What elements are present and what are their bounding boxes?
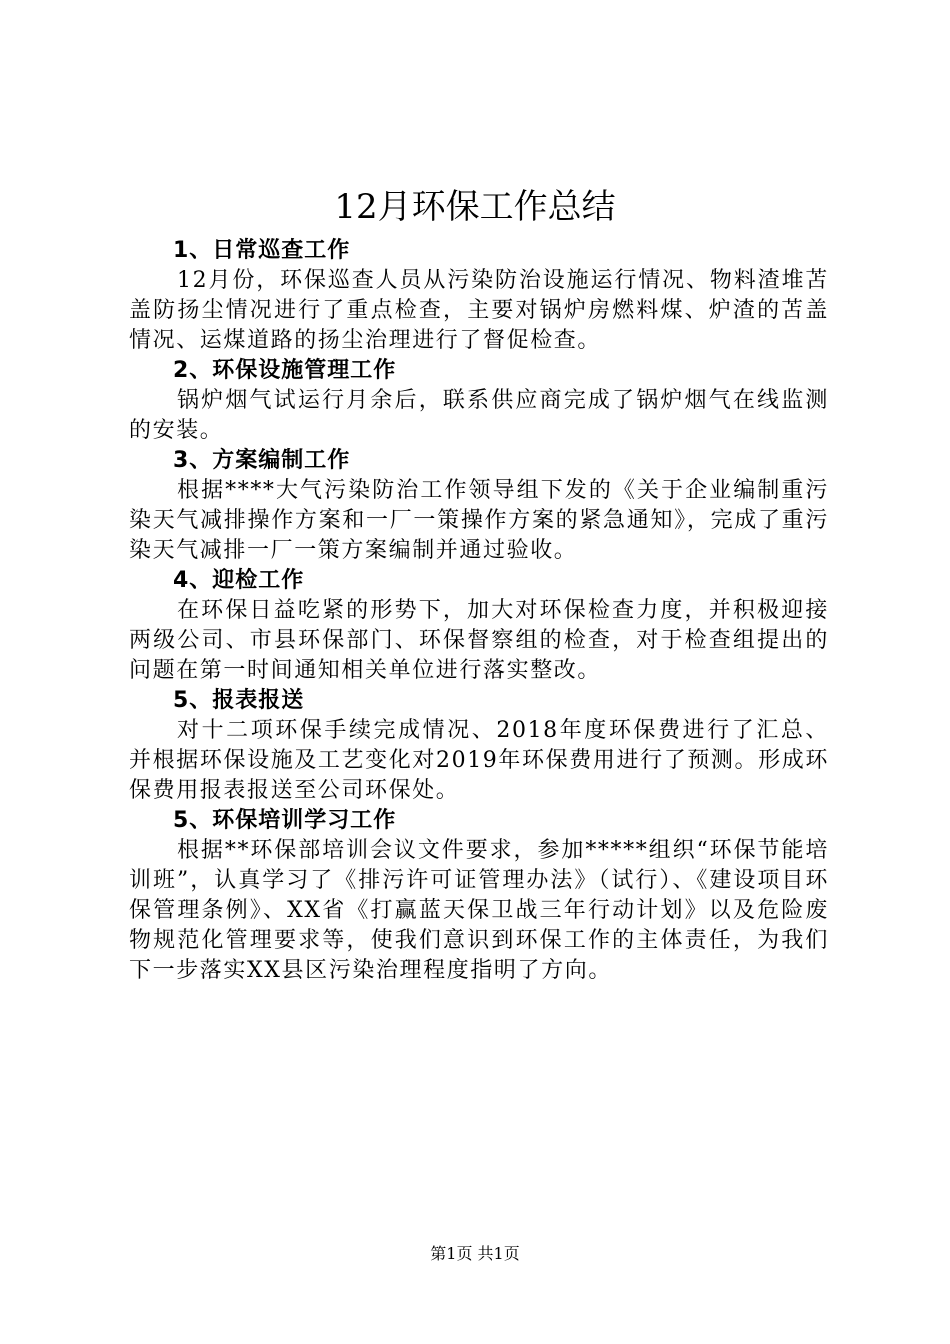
section-body: 根据****大气污染防治工作领导组下发的《关于企业编制重污染天气减排操作方案和一厂一策操作方案的紧急通知》，完成了重污染天气减排一厂一策方案编制并通过验收。 — [129, 478, 829, 563]
section-training-study — [129, 806, 829, 986]
document-title: 12月环保工作总结 — [334, 187, 616, 227]
section-body: 对十二项环保手续完成情况、2018年度环保费进行了汇总、并根据环保设施及工艺变化对2019年环保费用进行了预测。形成环保费用报表报送至公司环保处。 — [129, 718, 829, 803]
section-inspection-reception — [129, 566, 829, 686]
section-body: 12月份，环保巡查人员从污染防治设施运行情况、物料渣堆苫盖防扬尘情况进行了重点检查，主要对锅炉房燃料煤、炉渣的苫盖情况、运煤道路的扬尘治理进行了督促检查。 — [129, 268, 829, 353]
section-body: 根据**环保部培训会议文件要求，参加*****组织“环保节能培训班”，认真学习了《排污许可证管理办法》（试行）、《建设项目环保管理条例》、XX省《打赢蓝天保卫战三年行动计划》以及危险废物规范化管理要求等，使我们意识到环保工作的主体责任，为我们下一步落实XX县区污染治理程度指明了方向。 — [129, 838, 829, 983]
section-heading: 5、环保培训学习工作 — [173, 808, 397, 833]
section-heading: 2、环保设施管理工作 — [173, 358, 397, 383]
section-facility-management — [129, 356, 829, 446]
section-heading: 1、日常巡查工作 — [173, 238, 351, 263]
section-plan-preparation — [129, 446, 829, 566]
section-report-submission — [129, 686, 829, 806]
section-heading: 5、报表报送 — [173, 688, 305, 713]
section-body: 在环保日益吃紧的形势下，加大对环保检查力度，并积极迎接两级公司、市县环保部门、环保督察组的检查，对于检查组提出的问题在第一时间通知相关单位进行落实整改。 — [129, 598, 829, 683]
section-body: 锅炉烟气试运行月余后，联系供应商完成了锅炉烟气在线监测的安装。 — [129, 388, 829, 443]
section-heading: 3、方案编制工作 — [173, 448, 351, 473]
section-daily-inspection — [129, 236, 829, 356]
page-footer: 第1页 共1页 — [430, 1244, 520, 1263]
document-content — [129, 236, 829, 986]
section-heading: 4、迎检工作 — [173, 568, 305, 593]
